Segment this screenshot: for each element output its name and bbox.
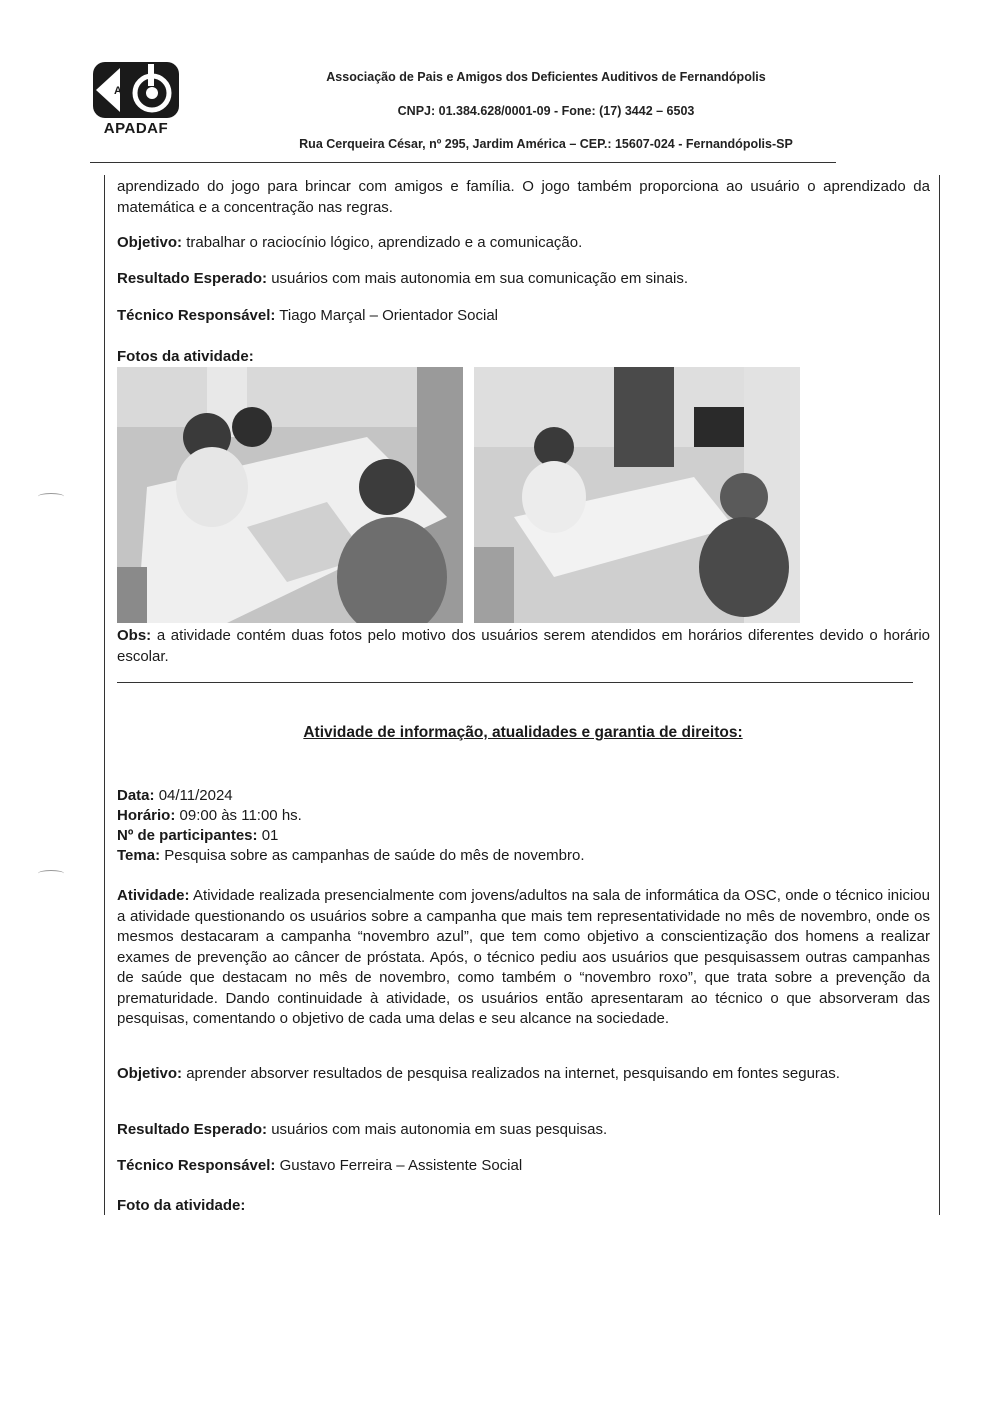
activity2-date xyxy=(117,786,930,807)
time-label: Horário: xyxy=(117,807,176,824)
activity-text: Atividade realizada presencialmente com jovens/adultos na sala de informática da OSC, onde o técnico iniciou a atividade questionando os usuários sobre a campanha que mais tem representatividade no mês de novembro, onde os mesmos destacaram a campanha “novembro azul”, que tem como objetivo a conscientização dos homens a realizar exames de prevenção ao câncer de próstata. Após, o técnico pediu aos usuários que pesquisassem outras campanhas de saúde que destacam no mês de novembro, como também o “novembro roxo”, que trata sobre a prevenção da prematuridade. Dando continuidade à atividade, os usuários então apresentaram ao técnico o que absorveram das pesquisas, comentando o objetivo de cada uma delas e seu alcance na sociedade. xyxy=(117,887,930,1027)
activity2-objective xyxy=(117,1064,930,1085)
theme-value: Pesquisa sobre as campanhas de saúde do mês de novembro. xyxy=(164,847,585,864)
activity-photo-2 xyxy=(474,367,800,623)
tech-text: Tiago Marçal – Orientador Social xyxy=(279,307,499,324)
objective-label: Objetivo: xyxy=(117,234,183,251)
time-value: 09:00 às 11:00 hs. xyxy=(179,807,302,824)
objective-text: aprender absorver resultados de pesquisa realizados na internet, pesquisando em fontes seguras. xyxy=(186,1065,840,1082)
activity2-time xyxy=(117,806,930,827)
result-label: Resultado Esperado: xyxy=(117,270,268,287)
org-name: Associação de Pais e Amigos dos Deficientes Auditivos de Fernandópolis xyxy=(326,70,766,84)
activity1-result xyxy=(117,269,930,290)
content-frame xyxy=(104,175,940,1215)
photos-label: Fotos da atividade: xyxy=(117,348,254,365)
participants-value: 01 xyxy=(261,827,279,844)
svg-text:A: A xyxy=(114,85,122,97)
activity1-intro: aprendizado do jogo para brincar com amigos e família. O jogo também proporciona ao usuário o aprendizado da matemática e a concentração nas regras. xyxy=(117,178,930,216)
activity-label: Atividade: xyxy=(117,887,190,904)
activity1-obs xyxy=(117,626,930,667)
date-value: 04/11/2024 xyxy=(158,787,233,804)
margin-mark xyxy=(38,870,64,877)
theme-label: Tema: xyxy=(117,847,161,864)
cnpj-line: CNPJ: 01.384.628/0001-09 - Fone: (17) 3442 – 6503 xyxy=(397,104,695,118)
section-separator xyxy=(117,682,913,683)
tech-text: Gustavo Ferreira – Assistente Social xyxy=(279,1157,523,1174)
address-line: Rua Cerqueira César, nº 295, Jardim América – CEP.: 15607-024 - Fernandópolis-SP xyxy=(299,137,793,151)
activity2-tech xyxy=(117,1156,930,1177)
photo-label: Foto da atividade: xyxy=(117,1197,246,1214)
activity2-description xyxy=(117,886,930,1030)
logo-text: APADAF xyxy=(103,120,169,137)
result-text: usuários com mais autonomia em suas pesquisas. xyxy=(271,1121,608,1138)
tech-label: Técnico Responsável: xyxy=(117,1157,276,1174)
objective-text: trabalhar o raciocínio lógico, aprendizado e a comunicação. xyxy=(186,234,583,251)
activity1-tech xyxy=(117,306,930,327)
section-title: Atividade de informação, atualidades e garantia de direitos: xyxy=(303,724,743,741)
activity2-participants xyxy=(117,826,930,847)
objective-label: Objetivo: xyxy=(117,1065,183,1082)
participants-label: Nº de participantes: xyxy=(117,827,258,844)
margin-mark xyxy=(38,493,64,500)
date-label: Data: xyxy=(117,787,155,804)
obs-text: a atividade contém duas fotos pelo motivo dos usuários serem atendidos em horários diferentes devido o horário escolar. xyxy=(117,627,931,665)
result-label: Resultado Esperado: xyxy=(117,1121,268,1138)
activity1-objective xyxy=(117,233,930,254)
result-text: usuários com mais autonomia em sua comunicação em sinais. xyxy=(271,270,689,287)
tech-label: Técnico Responsável: xyxy=(117,307,276,324)
activity2-result xyxy=(117,1120,930,1141)
header-rule xyxy=(90,162,836,163)
obs-label: Obs: xyxy=(117,627,152,644)
activity2-theme xyxy=(117,846,930,867)
activity-photo-1 xyxy=(117,367,463,623)
